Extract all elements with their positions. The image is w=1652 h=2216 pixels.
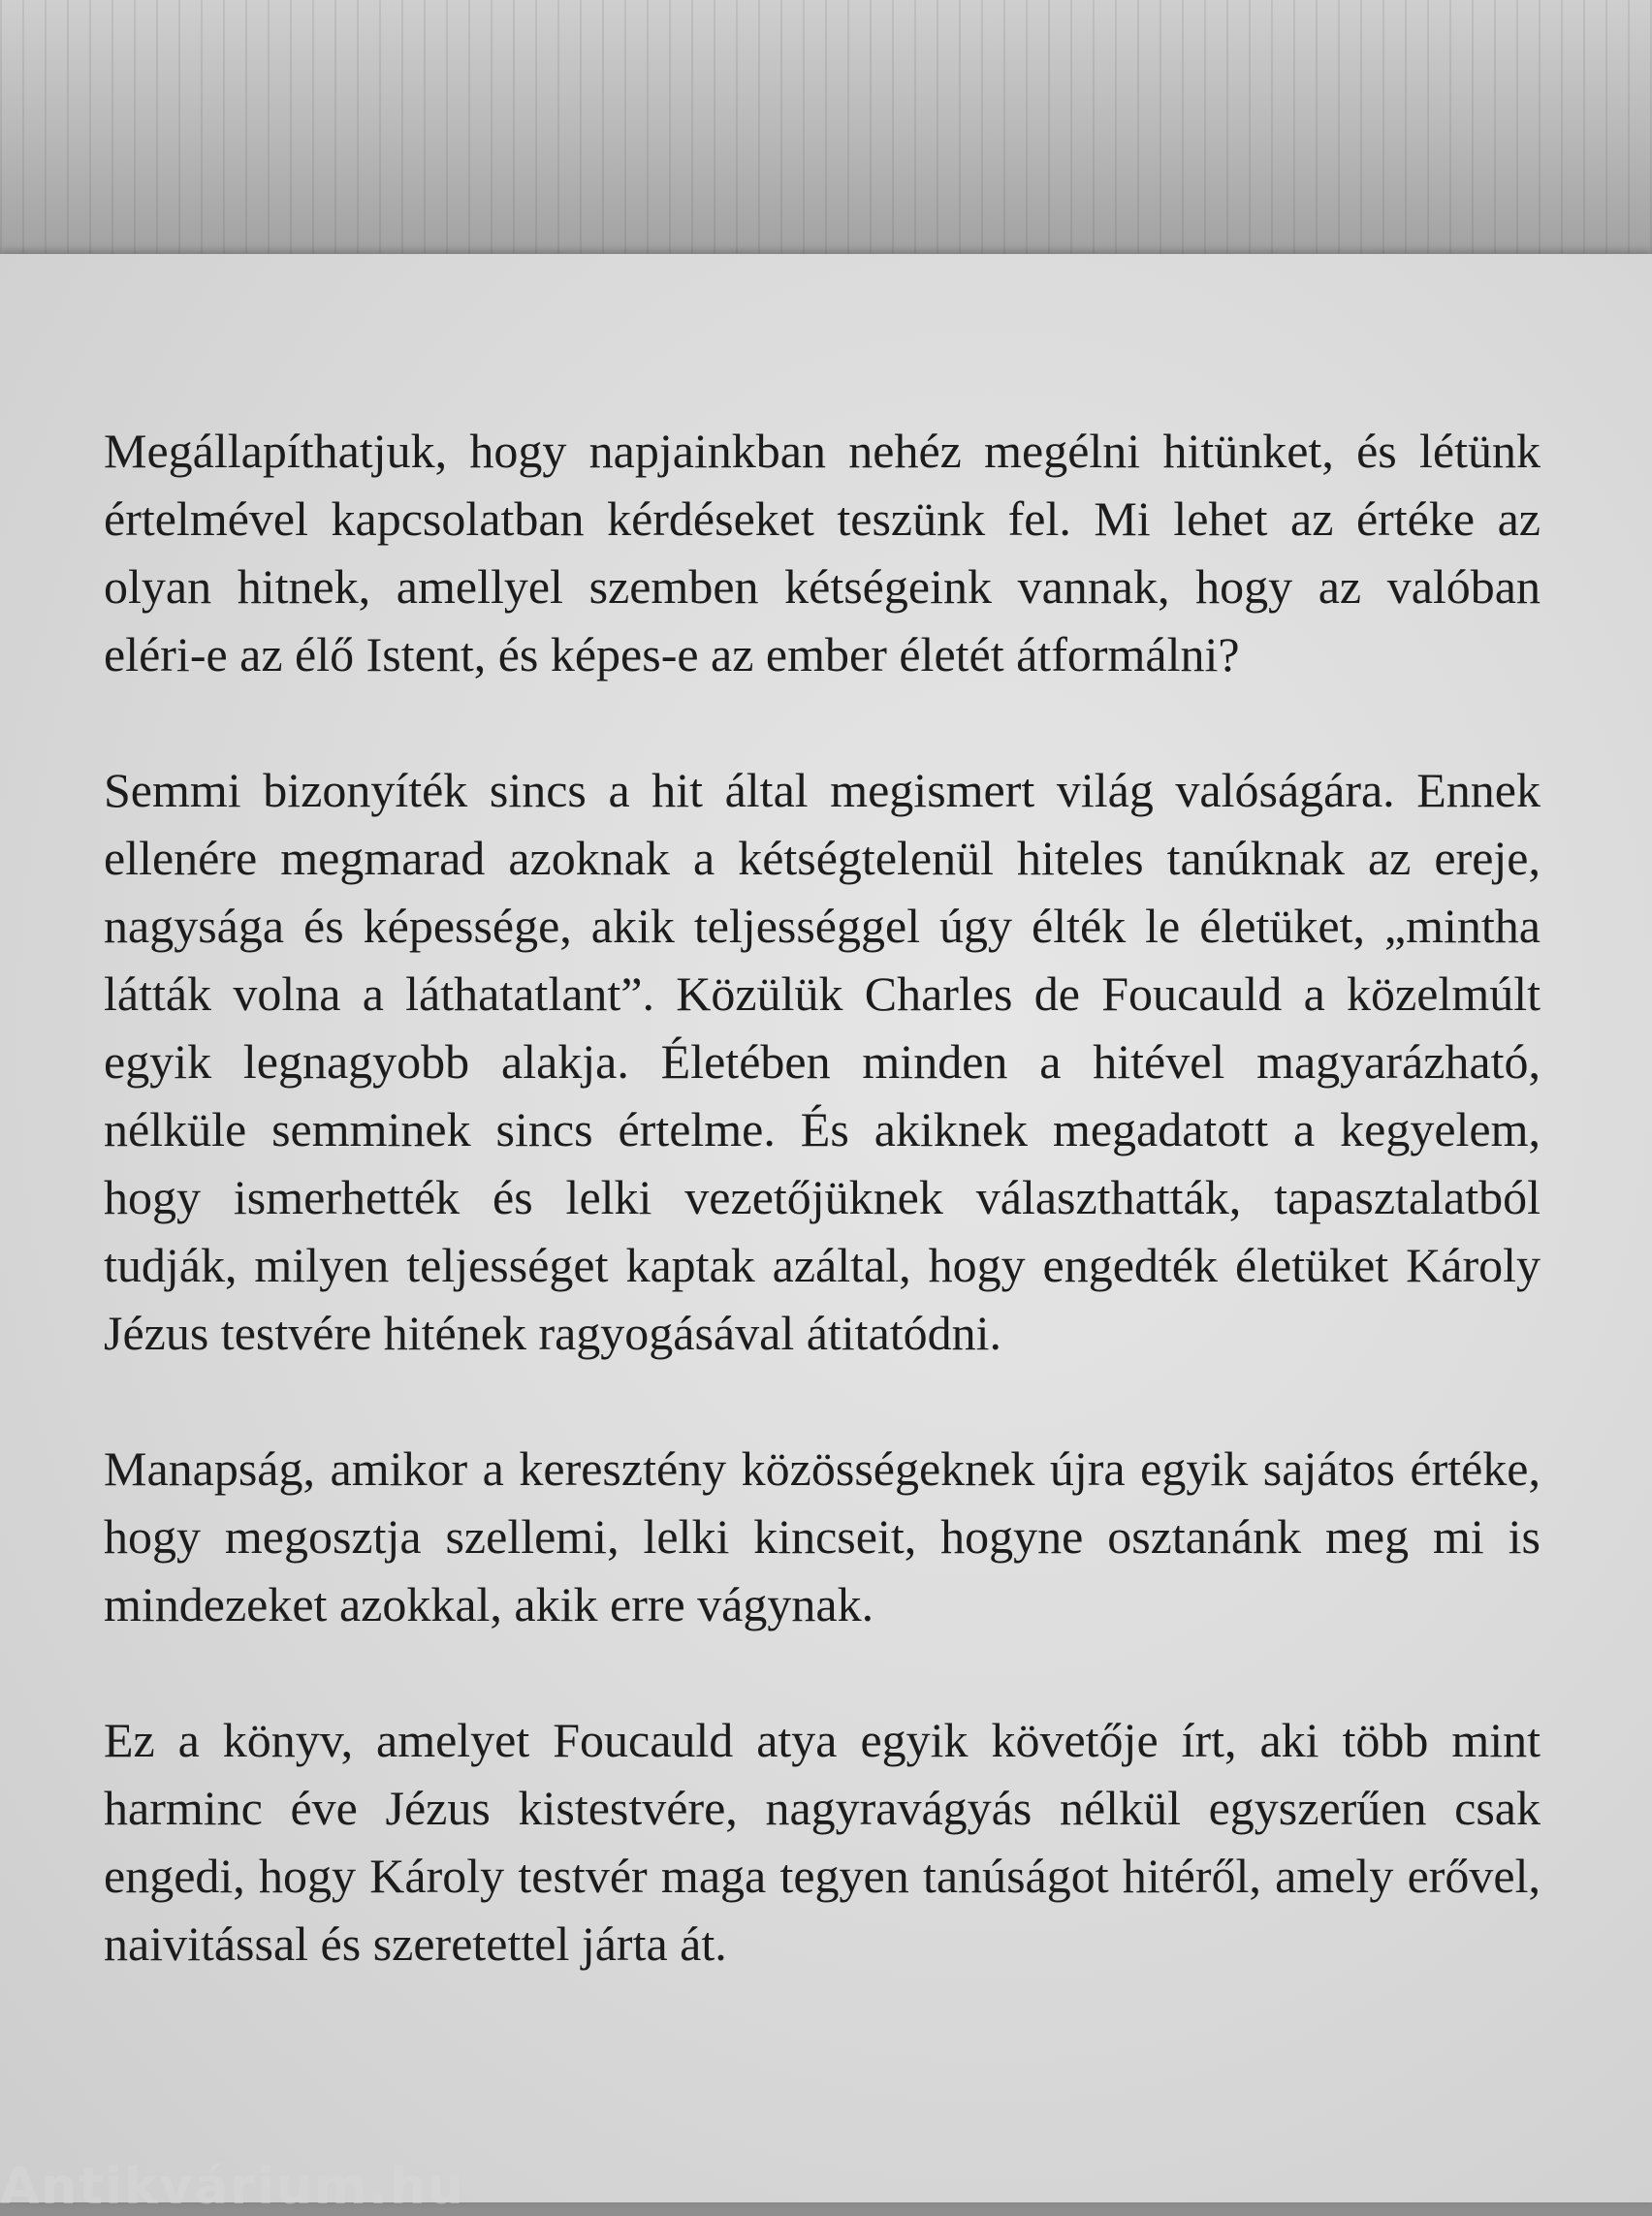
background-surface — [0, 0, 1652, 291]
paragraph-2: Semmi bizonyíték sincs a hit által megismert világ valóságára. Ennek ellenére megmarad azoknak a kétségtelenül hiteles tanúknak az ereje, nagysága és képessége, akik teljességgel úgy élték le életüket, „mintha látták volna a láthatatlant”. Közülük Charles de Foucauld a közelmúlt egyik legnagyobb alakja. Életében minden a hitével magyarázható, nélküle semminek sincs értelme. És akiknek megadatott a kegyelem, hogy ismerhették és lelki vezetőjüknek választhatták, tapasztalatból tudják, milyen teljességet kaptak azáltal, hogy engedték életüket Károly Jézus testvére hitének ragyogásával átitatódni. — [104, 763, 1541, 1360]
body-text — [104, 417, 1541, 2045]
paragraph-1: Megállapíthatjuk, hogy napjainkban nehéz megélni hitünket, és létünk értelmével kapcsolatban kérdéseket teszünk fel. Mi lehet az értéke az olyan hitnek, amellyel szemben kétségeink vannak, hogy az valóban eléri-e az élő Istent, és képes-e az ember életét átformálni? — [104, 424, 1541, 681]
watermark-text: Antikvárium.hu — [0, 2158, 465, 2216]
paragraph-4: Ez a könyv, amelyet Foucauld atya egyik követője írt, aki több mint harminc éve Jézus kistestvére, nagyravágyás nélkül egyszerűen csak engedi, hogy Károly testvér maga tegyen tanúságot hitéről, amely erővel, naivitással és szeretettel járta át. — [104, 1713, 1541, 1971]
paragraph-3: Manapság, amikor a keresztény közösségeknek újra egyik sajátos értéke, hogy megosztja szellemi, lelki kincseit, hogyne osztanánk meg mi is mindezeket azokkal, akik erre vágynak. — [104, 1441, 1541, 1631]
